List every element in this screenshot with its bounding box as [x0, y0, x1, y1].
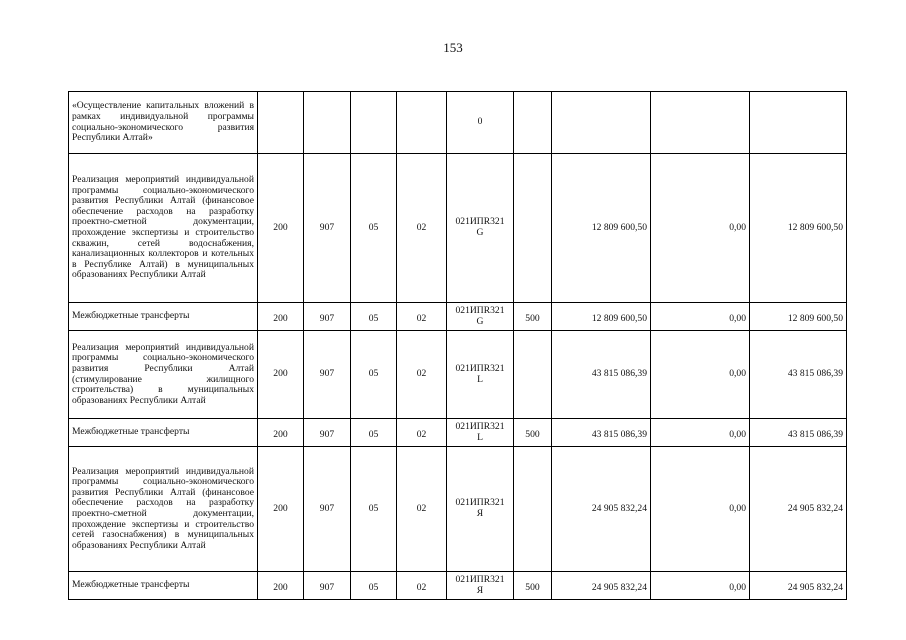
admin-code: 200 — [258, 419, 304, 447]
sum-regional: 43 815 086,39 — [750, 419, 847, 447]
section-code: 05 — [351, 331, 397, 419]
subsection-code: 02 — [397, 331, 447, 419]
sum-regional: 24 905 832,24 — [750, 572, 847, 600]
row-name: Межбюджетные трансферты — [69, 303, 258, 331]
ministry-code: 907 — [304, 572, 351, 600]
admin-code: 200 — [258, 447, 304, 572]
table-row — [69, 303, 847, 331]
table-row — [69, 92, 847, 154]
row-name: Реализация мероприятий индивидуальной программы социально-экономического развития Республики Алтай (финансовое обеспечение расходов на разработку проектно-сметной документации, прохождение экспертизы и строительство сетей газоснабжения) в муниципальных образованиях Республики Алтай — [69, 447, 258, 572]
admin-code: 200 — [258, 303, 304, 331]
table-row — [69, 331, 847, 419]
sum-total: 43 815 086,39 — [552, 331, 651, 419]
target-code: 0 — [447, 92, 514, 154]
ministry-code: 907 — [304, 331, 351, 419]
sum-federal: 0,00 — [651, 447, 750, 572]
ministry-code: 907 — [304, 154, 351, 303]
subsection-code: 02 — [397, 572, 447, 600]
sum-regional: 12 809 600,50 — [750, 303, 847, 331]
subsection-code: 02 — [397, 447, 447, 572]
target-code: 021ИПR321 Я — [447, 572, 514, 600]
row-name: Межбюджетные трансферты — [69, 419, 258, 447]
ministry-code: 907 — [304, 303, 351, 331]
sum-regional: 43 815 086,39 — [750, 331, 847, 419]
sum-regional: 12 809 600,50 — [750, 154, 847, 303]
sum-federal: 0,00 — [651, 419, 750, 447]
ministry-code: 907 — [304, 419, 351, 447]
sum-regional — [750, 92, 847, 154]
subsection-code: 02 — [397, 419, 447, 447]
table-row — [69, 154, 847, 303]
target-code: 021ИПR321 L — [447, 331, 514, 419]
section-code: 05 — [351, 419, 397, 447]
target-code: 021ИПR321 L — [447, 419, 514, 447]
sum-federal: 0,00 — [651, 303, 750, 331]
sum-total: 24 905 832,24 — [552, 447, 651, 572]
admin-code: 200 — [258, 331, 304, 419]
subsection-code: 02 — [397, 303, 447, 331]
section-code — [351, 92, 397, 154]
page-number: 153 — [443, 40, 463, 55]
sum-federal: 0,00 — [651, 572, 750, 600]
ministry-code — [304, 92, 351, 154]
sum-regional: 24 905 832,24 — [750, 447, 847, 572]
table-row — [69, 572, 847, 600]
admin-code — [258, 92, 304, 154]
row-name: Реализация мероприятий индивидуальной программы социально-экономического развития Республики Алтай (стимулирование жилищного строительства) в муниципальных образованиях Республики Алтай — [69, 331, 258, 419]
row-name: Реализация мероприятий индивидуальной программы социально-экономического развития Республики Алтай (финансовое обеспечение расходов на разработку проектно-сметной документации, прохождение экспертизы и строительство скважин, сетей водоснабжения, канализационных коллекторов и котельных в Республике Алтай) в муниципальных образованиях Республики Алтай — [69, 154, 258, 303]
section-code: 05 — [351, 154, 397, 303]
subsection-code: 02 — [397, 154, 447, 303]
row-name: «Осуществление капитальных вложений в рамках индивидуальной программы социально-экономического развития Республики Алтай» — [69, 92, 258, 154]
sum-total: 43 815 086,39 — [552, 419, 651, 447]
section-code: 05 — [351, 303, 397, 331]
table-row — [69, 419, 847, 447]
target-code: 021ИПR321 G — [447, 303, 514, 331]
expense-type-code: 500 — [514, 303, 552, 331]
expense-type-code: 500 — [514, 572, 552, 600]
sum-total: 12 809 600,50 — [552, 154, 651, 303]
admin-code: 200 — [258, 154, 304, 303]
row-name: Межбюджетные трансферты — [69, 572, 258, 600]
target-code: 021ИПR321 G — [447, 154, 514, 303]
subsection-code — [397, 92, 447, 154]
sum-total: 24 905 832,24 — [552, 572, 651, 600]
expense-type-code — [514, 92, 552, 154]
sum-total: 12 809 600,50 — [552, 303, 651, 331]
budget-table — [68, 91, 847, 600]
sum-federal: 0,00 — [651, 331, 750, 419]
expense-type-code — [514, 331, 552, 419]
sum-federal — [651, 92, 750, 154]
table-row — [69, 447, 847, 572]
section-code: 05 — [351, 572, 397, 600]
target-code: 021ИПR321 Я — [447, 447, 514, 572]
admin-code: 200 — [258, 572, 304, 600]
expense-type-code — [514, 154, 552, 303]
section-code: 05 — [351, 447, 397, 572]
sum-federal: 0,00 — [651, 154, 750, 303]
ministry-code: 907 — [304, 447, 351, 572]
expense-type-code: 500 — [514, 419, 552, 447]
sum-total — [552, 92, 651, 154]
expense-type-code — [514, 447, 552, 572]
